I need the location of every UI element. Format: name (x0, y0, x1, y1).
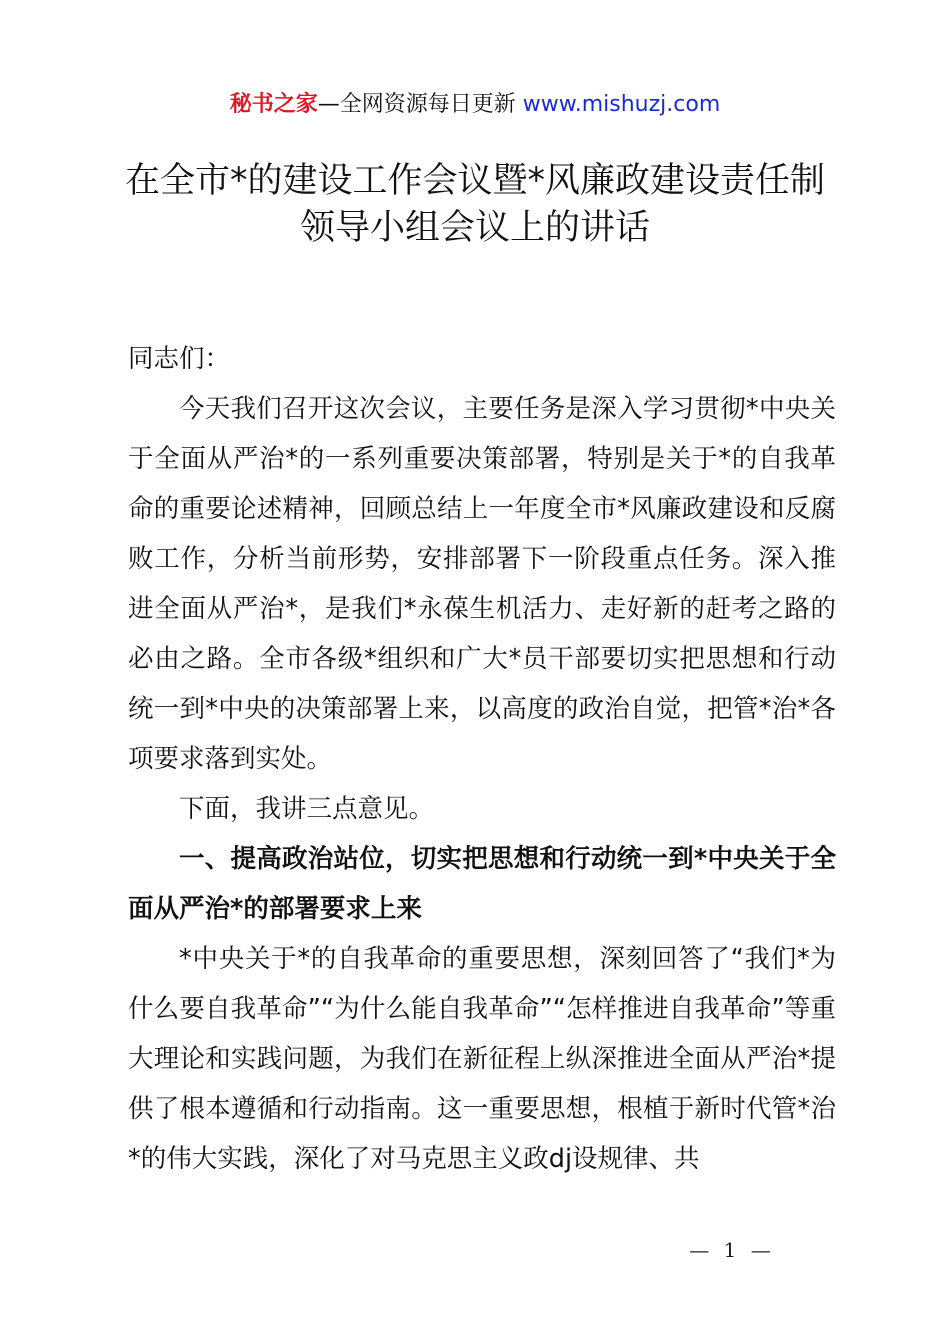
salutation: 同志们： (128, 344, 231, 374)
paragraph-intro: 今天我们召开这次会议，主要任务是深入学习贯彻*中央关于全面从严治*的一系列重要决策部署，特别是关于*的自我革命的重要论述精神，回顾总结上一年度全市*风廉政建设和反腐败工作，分析当前形势，安排部署下一阶段重点任务。深入推进全面从严治*，是我们*永葆生机活力、走好新的赶考之路的必由之路。全市各级*组织和广大*员干部要切实把思想和行动统一到*中央的决策部署上来，以高度的政治自觉，把管*治*各项要求落到实处。 (128, 394, 836, 774)
page-number-dash-right: — (750, 1238, 771, 1262)
page-number (0, 1238, 950, 1262)
page-number-value: 1 (723, 1238, 737, 1262)
site-header (0, 88, 950, 122)
title-line-2: 领导小组会议上的讲话 (299, 208, 650, 248)
paragraph-transition: 下面，我讲三点意见。 (179, 794, 435, 824)
paragraph-section-1: *中央关于*的自我革命的重要思想，深刻回答了“我们*为什么要自我革命”“为什么能自我革命”“怎样推进自我革命”等重大理论和实践问题，为我们在新征程上纵深推进全面从严治*提供了根本遵循和行动指南。这一重要思想，根植于新时代管*治*的伟大实践，深化了对马克思主义政dj设规律、共 (128, 944, 836, 1174)
brand-name: 秘书之家 (229, 92, 318, 117)
title-line-1: 在全市*的建设工作会议暨*风廉政建设责任制 (124, 161, 825, 201)
page-number-dash-left: — (689, 1238, 710, 1262)
header-tagline: —全网资源每日更新 (317, 92, 523, 117)
document-body (128, 334, 836, 1184)
section-heading-1: 一、提高政治站位，切实把思想和行动统一到*中央关于全面从严治*的部署要求上来 (128, 844, 836, 924)
document-title (80, 158, 870, 252)
site-url-link[interactable]: www.mishuzj.com (522, 92, 721, 117)
